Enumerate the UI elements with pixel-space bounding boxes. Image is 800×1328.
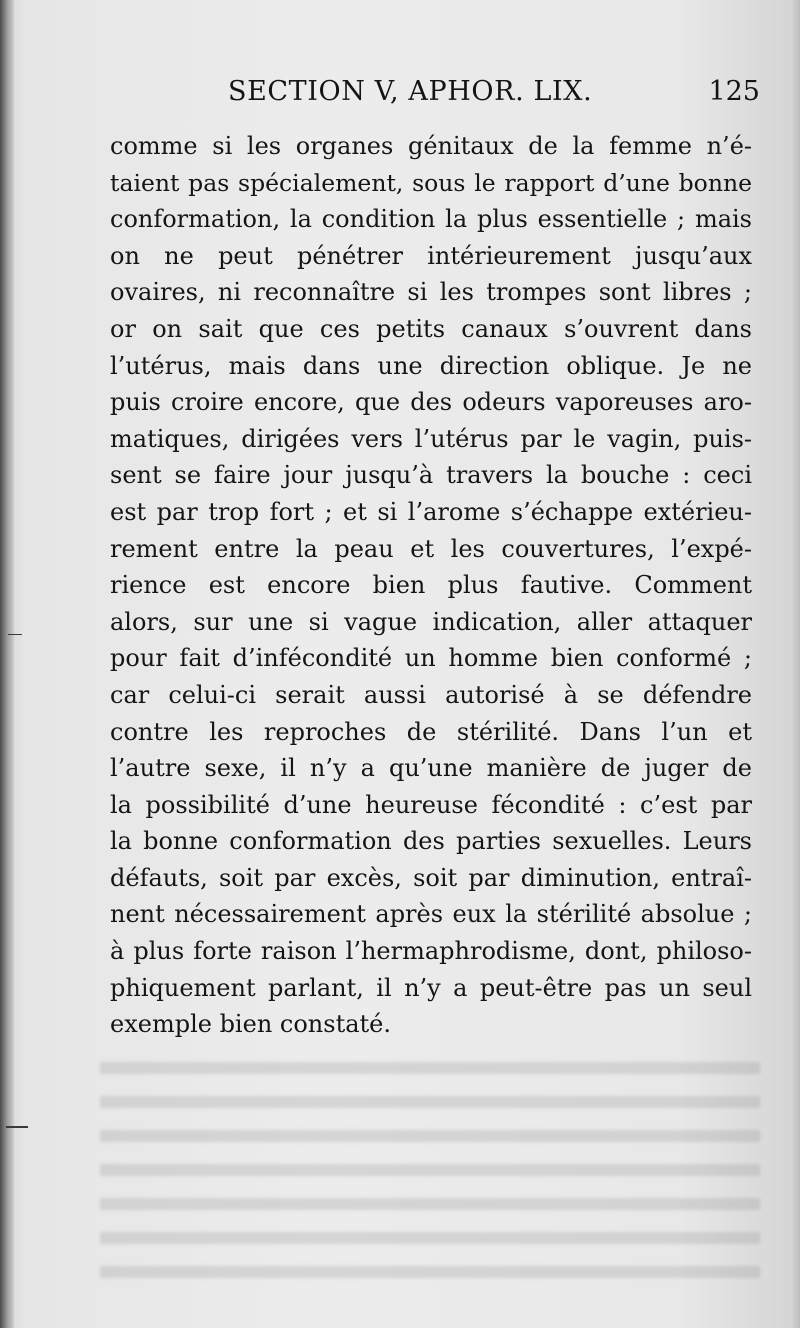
- text-line: l’autre sexe, il n’y a qu’une manière de juger de: [110, 754, 752, 783]
- text-line: alors, sur une si vague indication, aller attaquer: [110, 607, 752, 636]
- text-line: car celui-ci serait aussi autorisé à se défendre: [110, 680, 752, 709]
- text-line: matiques, dirigées vers l’utérus par le vagin, puis-: [110, 424, 752, 453]
- text-line: pour fait d’infécondité un homme bien conformé ;: [110, 644, 752, 673]
- text-line: conformation, la condition la plus essentielle ; mais: [110, 205, 752, 234]
- margin-mark: [6, 1126, 28, 1128]
- text-line: contre les reproches de stérilité. Dans l’un et: [110, 717, 752, 746]
- running-head: SECTION V, APHOR. LIX.: [228, 76, 593, 107]
- text-line: or on sait que ces petits canaux s’ouvrent dans: [110, 314, 752, 343]
- page-edge: [790, 0, 800, 1328]
- text-line: taient pas spécialement, sous le rapport d’une bonne: [110, 168, 752, 197]
- text-line: la possibilité d’une heureuse fécondité : c’est par: [110, 790, 752, 819]
- text-line: puis croire encore, que des odeurs vaporeuses aro-: [110, 388, 752, 417]
- text-line: à plus forte raison l’hermaphrodisme, dont, philoso-: [110, 937, 752, 966]
- text-line: la bonne conformation des parties sexuelles. Leurs: [110, 827, 752, 856]
- text-line: ovaires, ni reconnaître si les trompes sont libres ;: [110, 278, 752, 307]
- text-line: exemple bien constaté.: [110, 1010, 391, 1039]
- show-through-text: [100, 1040, 760, 1300]
- text-line: sent se faire jour jusqu’à travers la bouche : ceci: [110, 461, 752, 490]
- binding-gutter: [0, 0, 14, 1328]
- text-line: phiquement parlant, il n’y a peut-être pas un seul: [110, 973, 752, 1002]
- text-line: est par trop fort ; et si l’arome s’échappe extérieu-: [110, 497, 752, 526]
- text-line: nent nécessairement après eux la stérilité absolue ;: [110, 900, 752, 929]
- text-line: défauts, soit par excès, soit par diminution, entraî-: [110, 863, 752, 892]
- text-line: comme si les organes génitaux de la femme n’é-: [110, 132, 752, 160]
- text-line: on ne peut pénétrer intérieurement jusqu’aux: [110, 241, 752, 270]
- text-line: rience est encore bien plus fautive. Comment: [110, 571, 752, 600]
- page-header: [228, 76, 760, 120]
- text-line: l’utérus, mais dans une direction oblique. Je ne: [110, 351, 752, 380]
- text-line: rement entre la peau et les couvertures, l’expé-: [110, 534, 752, 563]
- body-text: [110, 128, 752, 1043]
- page-number: 125: [708, 76, 760, 107]
- margin-mark: [8, 634, 22, 635]
